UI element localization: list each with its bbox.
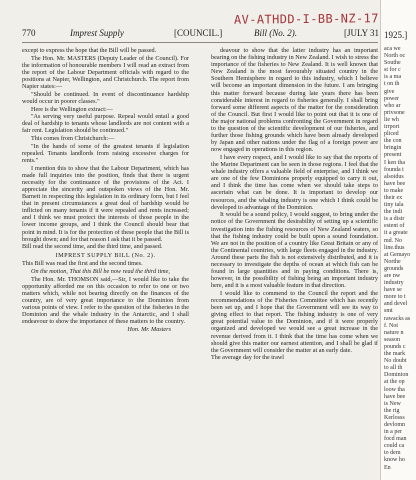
adjacent-page-text: aca we North oc Southe st for c is a ma t on th give power who ar privsone lie wh irrport pliced the con bringin present I ken tha founda t alsoidus have bee to make their ex tiny tala the indi is a distr estent of it a greate md. No line.thus at Gemayo Northe grounds are nw industry have se more to t and devel smt rawacks as f. Not nature n season pounds c the mark No doubt to all th Dominion at the op loow tha have bee is New the rig Kerlosss devlomn in a per focd man could ca to dem know ho En <box>384 46 411 471</box>
paragraph: Here is the Wellington extract:— <box>31 105 113 113</box>
page-number: 770 <box>22 28 36 38</box>
house-label: [COUNCIL.] <box>174 28 223 38</box>
paragraph: The Hon. Mr. THOMSON said,—Sir, I would like to take the opportunity afforded me on this occasion to refer to one or two matters which, while not bearing directly on the finances of the country, are of very great importance to the Dominion from various points of view. I refer to the question of the fisheries in the Dominion and the whale industry in the Antarctic, and I shall endeavour to show the importance of these matters to the country. <box>22 275 189 326</box>
paragraph: "As serving very useful purpose. Repeal would entail a good deal of hardship to tenants whose landlords are not content with a fair rent. Legislation should be continued." <box>22 113 189 135</box>
adjacent-page-number: 1925.] <box>384 30 408 40</box>
paragraph: This comes from Christchurch:— <box>31 135 115 143</box>
header-rule <box>22 42 378 43</box>
right-column <box>211 47 378 475</box>
paragraph: "In the hands of some of the greatest tenants if legislation repealed. Tenants landlords from raising excessive charges for rents." <box>22 142 189 164</box>
paragraph: I have every respect, and I would like to say that the reports of the Marine Department can be seen in those regions. I feel that the whale industry offers a valuable field of enterprise, and I think we are one of the few Dominions properly equipped to carry it out, and I think the time has come when we should take steps to ascertain what can be done. It is important to develop our resources, and the whaling industry is one which I think could be developed to advantage of the Dominion. <box>211 154 378 211</box>
paragraph: deavour to show that the latter industry has an important bearing on the fishing industry in New Zealand. I wish to stress the importance of the fisheries to New Zealand. It is well known that New Zealand is the most favourably situated country in the Southern Hemisphere in regard to this industry, which I believe will become an important dimension in the future. I am bringing this matter forward because during late years there has been considerable interest in regard to fisheries generally. I shall bring forward some different aspects of the matter for the consideration of the Council. But first I would like to point out that it is one of the major national problems confronting the Government in regard to the question of the scientific development of our fisheries, and further those fishing grounds which have been already developed by Japan and other nations under the flag of a foreign power are now engaged in operations in this region. <box>211 47 378 154</box>
paragraph: On the motion, That this Bill be now read the third time, <box>31 268 170 276</box>
archive-stamp: AV-ATHDD-I-BB-NZ-17 <box>233 11 379 27</box>
paragraph: "Should be continued. In event of discontinuance hardship would occur in poorer classes." <box>22 90 189 105</box>
left-column <box>22 47 189 475</box>
bill-title: Bill (No. 2). <box>254 28 297 38</box>
paragraph: IMPREST SUPPLY BILL (No. 2). <box>55 252 156 260</box>
paragraph: The average day for the trawl <box>211 354 285 362</box>
page-header <box>22 28 378 42</box>
paragraph: I would like to commend to the Council the report and the recommendations of the Fisheries Committee which has recently been set up, and I hope that the Government will see its way to giving effect to that report. The fishing industry is one of very great potential value to the Dominion, and if it were properly organized and developed we would see a great increase in the revenue derived from it. I think that the time has come when we should give this matter our earnest attention, and I shall be glad if the Government will consider the matter at an early date. <box>211 289 378 354</box>
paragraph: I mention this to show that the Labour Department, which has made full inquiries into the position, finds that there is urgent necessity for the continuance of the provisions of the Act. I appreciate the sincerity and outspoken views of the Hon. Mr. Barnett in respecting this legislation in its ordinary form, but I feel that in present circumstances a great deal of hardship would be inflicted on many tenants if it were repealed and rents increased; and I think we must protect the interests of those people in the lower income groups, and I think the Council should bear that point in mind. It is for the protection of these people that the Bill is brought down; and for that reason I ask that it be passed. <box>22 164 189 243</box>
paragraph: Bill read the second time, and the third time, and passed. <box>22 243 163 251</box>
paragraph: except to express the hope that the Bill will be passed. <box>22 47 157 54</box>
paragraph: Hon. Mr. Masters <box>127 326 171 334</box>
running-title: Imprest Supply <box>70 28 124 38</box>
header-date: [JULY 31 <box>344 28 380 38</box>
paragraph: This Bill was read the first and the second times. <box>22 260 143 268</box>
paragraph: The Hon. Mr. MASTERS (Deputy Leader of the Council). For the information of honourable members I will read an extract from the report of the Labour Department officials with regard to the positions at Napier, Wellington, and Christchurch. The report from Napier states:— <box>22 54 189 91</box>
adjacent-page-edge <box>380 0 416 480</box>
paragraph: It would be a sound policy, I would suggest, to bring under the notice of the Government the desirability of setting up a scientific investigation into the fishing resources of New Zealand waters, so that the fishing industry could be built upon a sound foundation. We are not in the position of a country like Great Britain or any of the Continental countries, with large fleets engaged in the industry. Around these parts the fish is not extensively distributed, and it is necessary to investigate the depths of ocean at which fish can be found in large quantities and in paying conditions. There is, however, in the possibility of fishing being an important industry here, and it is a most valuable feature in that direction. <box>211 211 378 290</box>
